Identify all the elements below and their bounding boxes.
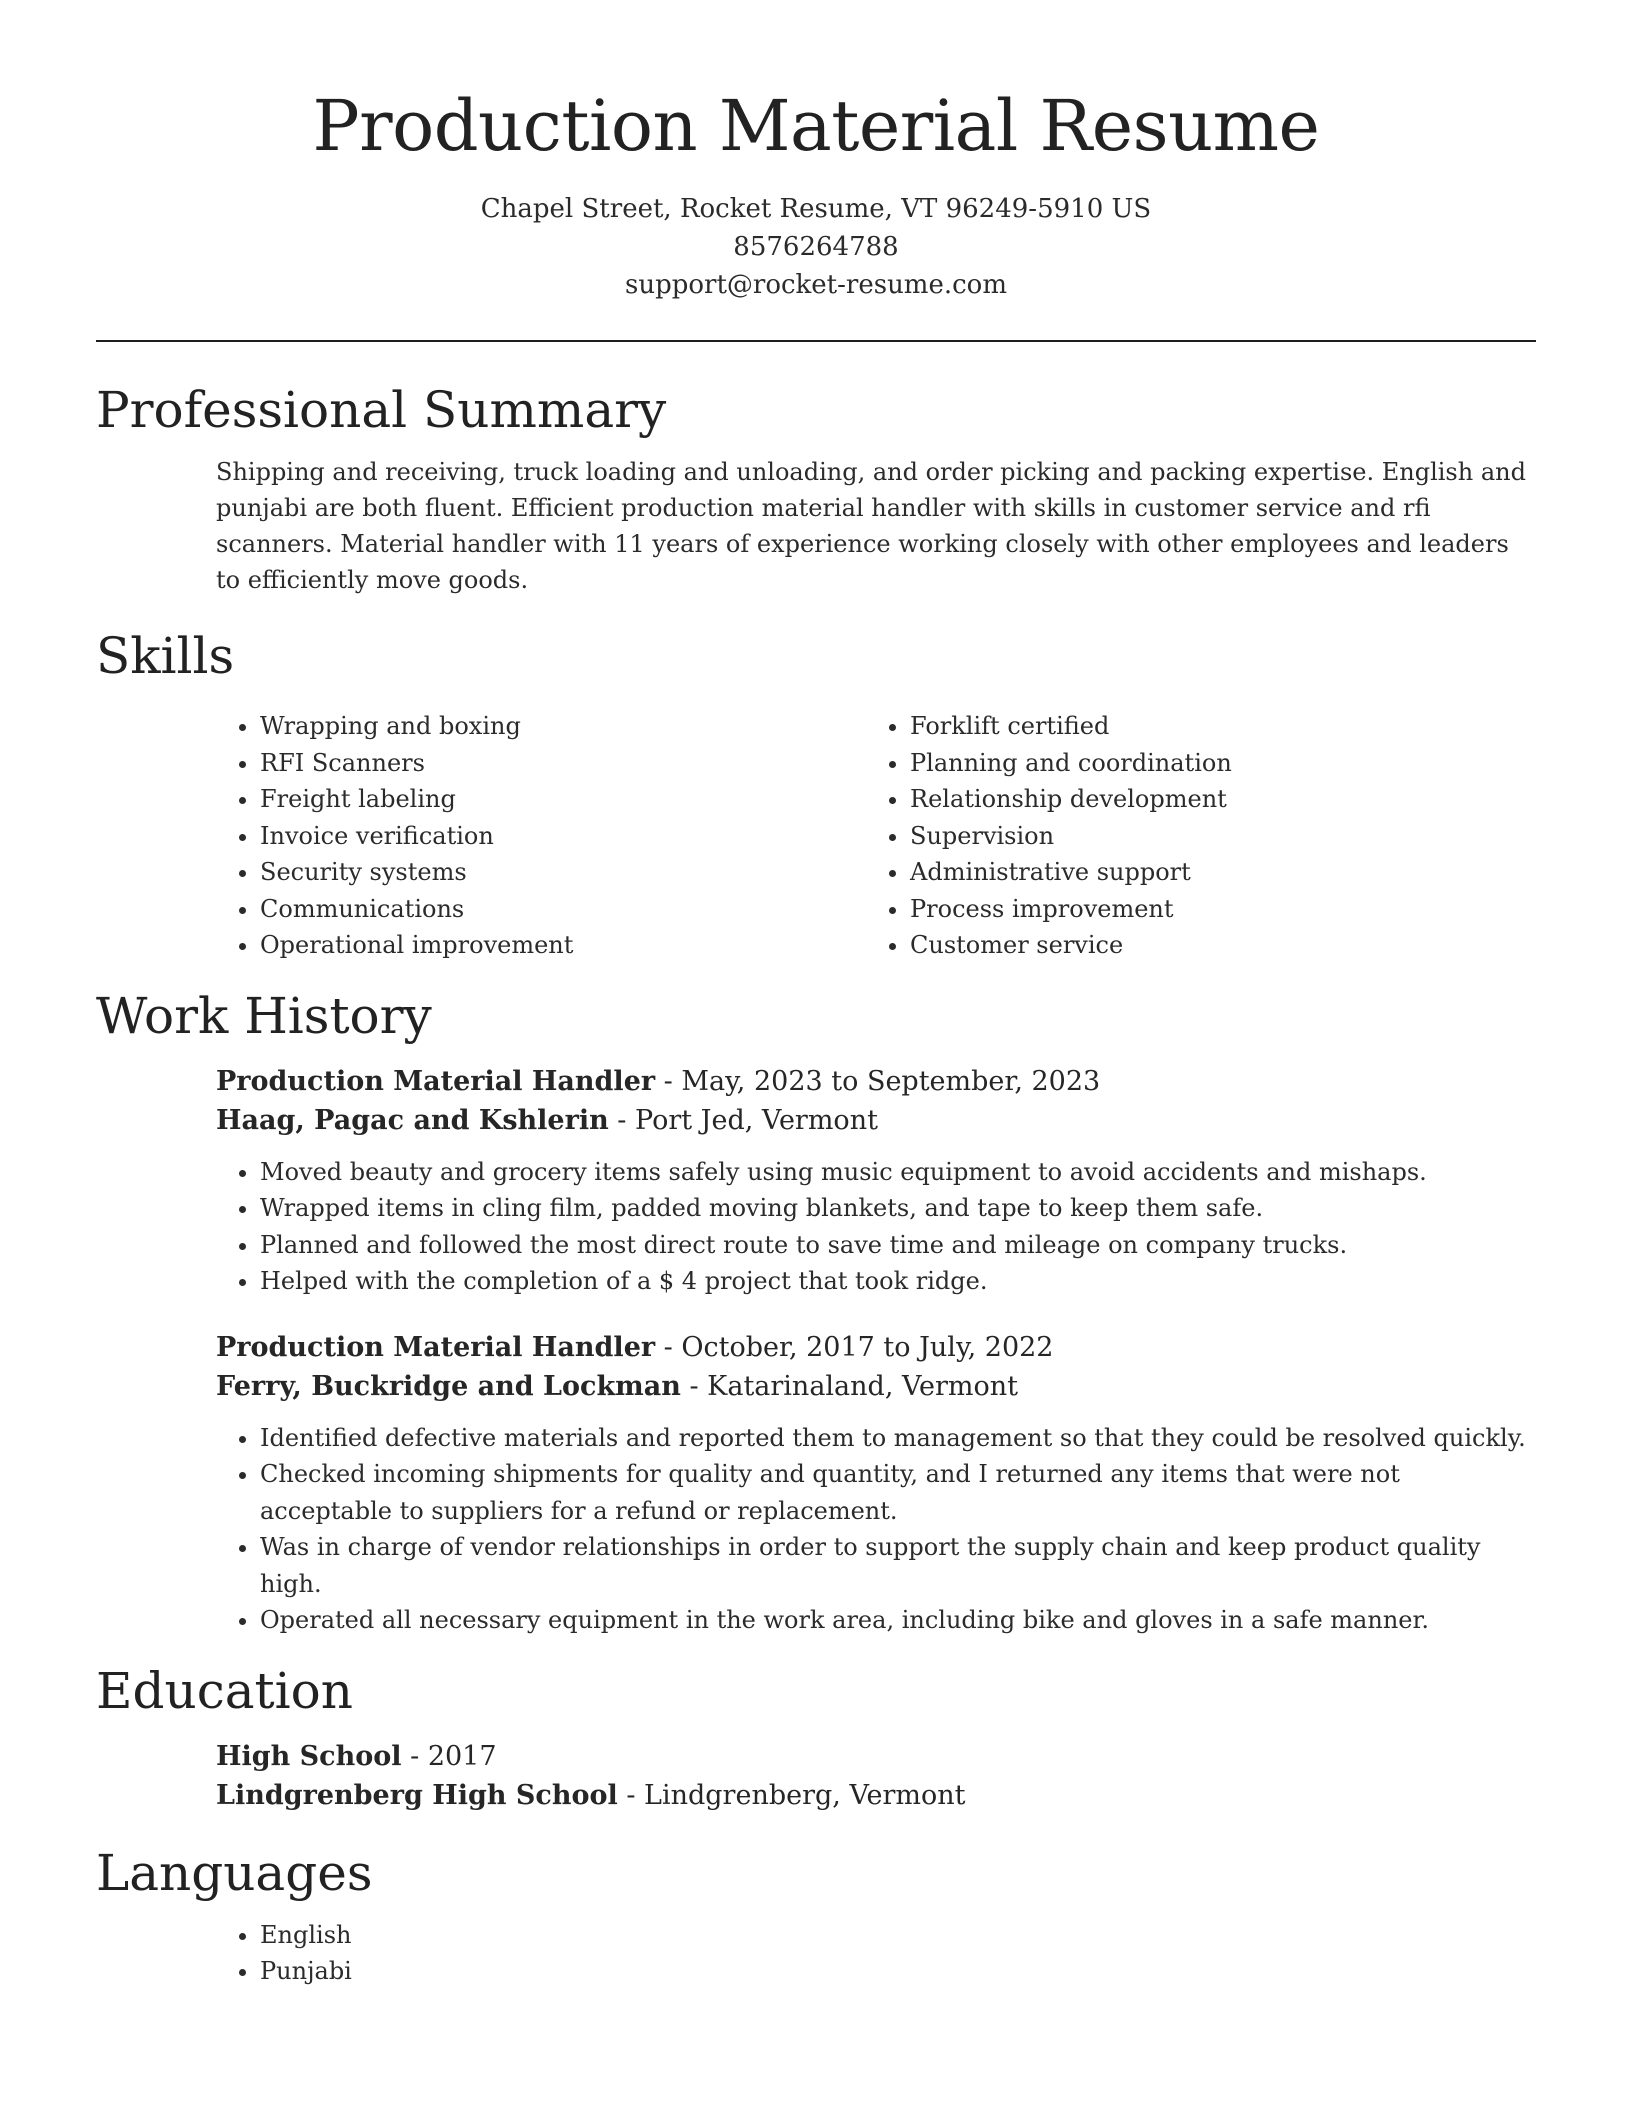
summary-section	[96, 380, 1536, 598]
header-divider	[96, 340, 1536, 342]
job-bullet: • Checked incoming shipments for quality and quantity, and I returned any items that were not acceptable to suppliers for a refund or replacement.	[260, 1456, 1536, 1529]
contact-email: support@rocket-resume.com	[624, 270, 1007, 300]
job-bullets	[216, 1154, 1536, 1300]
work-history-section	[96, 986, 1536, 1639]
resume-header	[96, 0, 1536, 304]
job-role: Production Material Handler	[216, 1331, 656, 1363]
education-section	[96, 1661, 1536, 1815]
skill-item: • Freight labeling	[260, 781, 866, 818]
job-role: Production Material Handler	[216, 1065, 656, 1097]
job-location: - Port Jed, Vermont	[608, 1104, 878, 1136]
language-item: • English	[260, 1917, 1536, 1954]
work-history-heading: Work History	[96, 986, 432, 1045]
summary-text: Shipping and receiving, truck loading and unloading, and order picking and packing expertise. English and punjabi are both fluent. Efficient production material handler with skills in customer service and rfi scanners. Material handler with 11 years of experience working closely with other employees and leaders to efficiently move goods.	[216, 458, 1526, 594]
job-entry	[216, 1328, 1536, 1406]
job-bullet: • Identified defective materials and reported them to management so that they could be resolved quickly.	[260, 1420, 1536, 1457]
skills-column-left	[216, 708, 866, 964]
education-degree: High School	[216, 1740, 402, 1772]
summary-heading: Professional Summary	[96, 381, 667, 439]
job-dates: - May, 2023 to September, 2023	[655, 1065, 1101, 1097]
job-bullet: • Helped with the completion of a $ 4 project that took ridge.	[260, 1263, 1536, 1300]
skills-column-right	[866, 708, 1516, 964]
contact-info	[96, 190, 1536, 304]
contact-phone: 8576264788	[733, 232, 899, 262]
job-company-line	[216, 1101, 1536, 1140]
contact-address: Chapel Street, Rocket Resume, VT 96249-5910 US	[480, 194, 1152, 224]
resume-page	[96, 0, 1536, 1990]
skill-item: • Supervision	[910, 818, 1516, 855]
resume-title: Production Material Resume	[312, 85, 1320, 167]
job-bullet: • Was in charge of vendor relationships in order to support the supply chain and keep product quality high.	[260, 1529, 1536, 1602]
education-school: Lindgrenberg High School	[216, 1779, 618, 1811]
skill-item: • Operational improvement	[260, 927, 866, 964]
job-company-line	[216, 1367, 1536, 1406]
education-degree-line	[216, 1737, 1536, 1776]
job-bullet: • Wrapped items in cling film, padded moving blankets, and tape to keep them safe.	[260, 1190, 1536, 1227]
job-entry	[216, 1062, 1536, 1140]
skills-heading: Skills	[96, 627, 235, 685]
skill-item: • Security systems	[260, 854, 866, 891]
education-year: - 2017	[401, 1740, 497, 1772]
skill-item: • Forklift certified	[910, 708, 1516, 745]
education-school-line	[216, 1776, 1536, 1815]
job-bullets	[216, 1420, 1536, 1639]
job-company: Haag, Pagac and Kshlerin	[216, 1104, 609, 1136]
job-bullet: • Planned and followed the most direct route to save time and mileage on company trucks.	[260, 1227, 1536, 1264]
education-heading: Education	[96, 1661, 353, 1720]
job-dates: - October, 2017 to July, 2022	[655, 1331, 1054, 1363]
skill-item: • Communications	[260, 891, 866, 928]
education-entry	[216, 1737, 1536, 1815]
skill-item: • Planning and coordination	[910, 745, 1516, 782]
job-bullet: • Moved beauty and grocery items safely using music equipment to avoid accidents and mishaps.	[260, 1154, 1536, 1191]
skill-item: • Relationship development	[910, 781, 1516, 818]
languages-heading: Languages	[96, 1843, 373, 1902]
education-location: - Lindgrenberg, Vermont	[617, 1779, 966, 1811]
languages-section	[96, 1843, 1536, 1990]
languages-list	[216, 1917, 1536, 1990]
job-title-line	[216, 1062, 1536, 1101]
skills-grid	[216, 708, 1536, 964]
job-title-line	[216, 1328, 1536, 1367]
skills-section	[96, 626, 1536, 964]
skill-item: • Customer service	[910, 927, 1516, 964]
skill-item: • RFI Scanners	[260, 745, 866, 782]
skill-item: • Administrative support	[910, 854, 1516, 891]
job-location: - Katarinaland, Vermont	[680, 1370, 1018, 1402]
job-company: Ferry, Buckridge and Lockman	[216, 1370, 681, 1402]
job-bullet: • Operated all necessary equipment in the work area, including bike and gloves in a safe manner.	[260, 1602, 1536, 1639]
skill-item: • Process improvement	[910, 891, 1516, 928]
skill-item: • Wrapping and boxing	[260, 708, 866, 745]
skill-item: • Invoice verification	[260, 818, 866, 855]
language-item: • Punjabi	[260, 1953, 1536, 1990]
